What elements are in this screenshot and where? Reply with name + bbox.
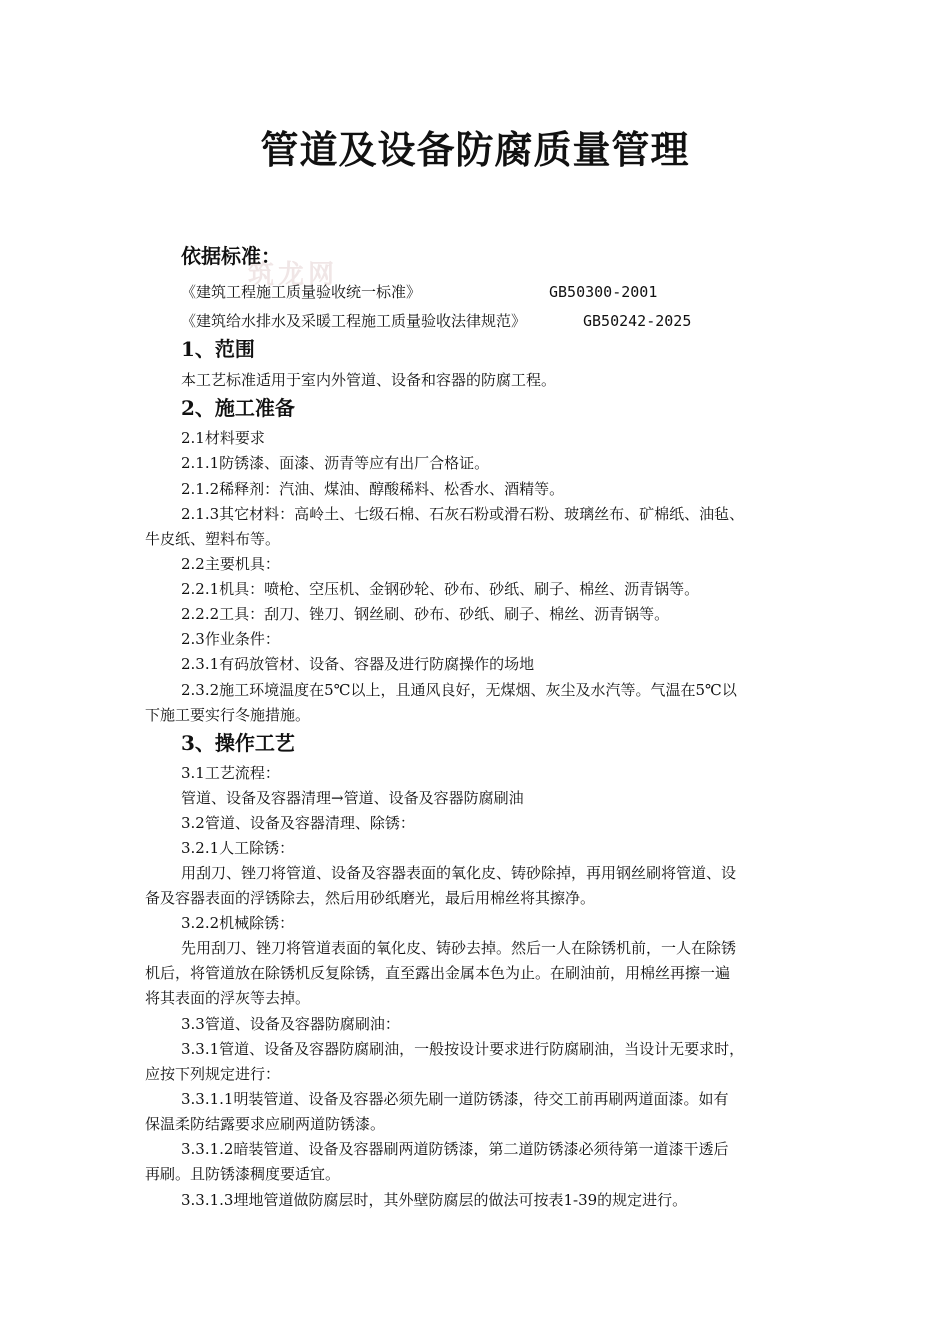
standard-code: GB50300-2001 <box>549 283 658 301</box>
paragraph-line: 本工艺标准适用于室内外管道、设备和容器的防腐工程。 <box>181 371 557 389</box>
paragraph-line: 机后，将管道放在除锈机反复除锈，直至露出金属本色为止。在刷油前，用棉丝再擦一遍 <box>145 964 731 982</box>
paragraph-line: 3.1工艺流程： <box>181 764 280 782</box>
paragraph-line: 3.2.1人工除锈： <box>181 839 295 857</box>
paragraph-line: 用刮刀、锉刀将管道、设备及容器表面的氧化皮、铸砂除掉，再用钢丝刷将管道、设 <box>181 864 737 882</box>
paragraph-line: 3.3.1管道、设备及容器防腐刷油，一般按设计要求进行防腐刷油，当设计无要求时， <box>181 1040 745 1058</box>
section-heading-preparation: 2、施工准备 <box>181 396 295 420</box>
paragraph-line: 2.1.3其它材料：高岭土、七级石棉、石灰石粉或滑石粉、玻璃丝布、矿棉纸、油毡、 <box>181 505 745 523</box>
paragraph-line: 管道、设备及容器清理→管道、设备及容器防腐刷油 <box>181 789 524 807</box>
paragraph-line: 先用刮刀、锉刀将管道表面的氧化皮、铸砂去掉。然后一人在除锈机前，一人在除锈 <box>181 939 737 957</box>
document-title: 管道及设备防腐质量管理 <box>260 127 690 172</box>
paragraph-line: 备及容器表面的浮锈除去，然后用砂纸磨光，最后用棉丝将其擦净。 <box>145 889 596 907</box>
paragraph-line: 2.3作业条件： <box>181 630 280 648</box>
standard-name: 《建筑工程施工质量验收统一标准》 <box>181 283 422 301</box>
paragraph-line: 2.1材料要求 <box>181 429 265 447</box>
standard-code: GB50242-2025 <box>583 312 692 330</box>
watermark: 筑龙网 <box>248 260 339 290</box>
paragraph-line: 3.2管道、设备及容器清理、除锈： <box>181 814 415 832</box>
standard-name: 《建筑给水排水及采暖工程施工质量验收法律规范》 <box>181 312 527 330</box>
paragraph-line: 应按下列规定进行： <box>145 1065 281 1083</box>
paragraph-line: 3.2.2机械除锈： <box>181 914 295 932</box>
section-heading-scope: 1、范围 <box>181 337 255 361</box>
paragraph-line: 2.2.1机具：喷枪、空压机、金钢砂轮、砂布、砂纸、刷子、棉丝、沥青锅等。 <box>181 580 700 598</box>
paragraph-line: 牛皮纸、塑料布等。 <box>145 530 281 548</box>
paragraph-line: 3.3.1.1明装管道、设备及容器必须先刷一道防锈漆，待交工前再刷两道面漆。如有 <box>181 1090 729 1108</box>
paragraph-line: 3.3管道、设备及容器防腐刷油： <box>181 1015 400 1033</box>
paragraph-line: 2.2.2工具：刮刀、锉刀、钢丝刷、砂布、砂纸、刷子、棉丝、沥青锅等。 <box>181 605 670 623</box>
section-heading-process: 3、操作工艺 <box>181 731 295 755</box>
paragraph-line: 2.3.1有码放管材、设备、容器及进行防腐操作的场地 <box>181 655 535 673</box>
paragraph-line: 2.2主要机具： <box>181 555 280 573</box>
paragraph-line: 保温柔防结露要求应刷两道防锈漆。 <box>145 1115 386 1133</box>
paragraph-line: 3.3.1.3埋地管道做防腐层时，其外壁防腐层的做法可按表1-39的规定进行。 <box>181 1191 688 1209</box>
paragraph-line: 下施工要实行冬施措施。 <box>145 706 311 724</box>
paragraph-line: 将其表面的浮灰等去掉。 <box>145 989 311 1007</box>
paragraph-line: 2.3.2施工环境温度在5℃以上，且通风良好，无煤烟、灰尘及水汽等。气温在5℃以 <box>181 681 737 699</box>
paragraph-line: 2.1.2稀释剂：汽油、煤油、醇酸稀料、松香水、酒精等。 <box>181 480 565 498</box>
basis-heading: 依据标准： <box>181 244 281 268</box>
paragraph-line: 2.1.1防锈漆、面漆、沥青等应有出厂合格证。 <box>181 454 490 472</box>
paragraph-line: 再刷。且防锈漆稠度要适宜。 <box>145 1165 341 1183</box>
paragraph-line: 3.3.1.2暗装管道、设备及容器刷两道防锈漆，第二道防锈漆必须待第一道漆干透后 <box>181 1140 729 1158</box>
